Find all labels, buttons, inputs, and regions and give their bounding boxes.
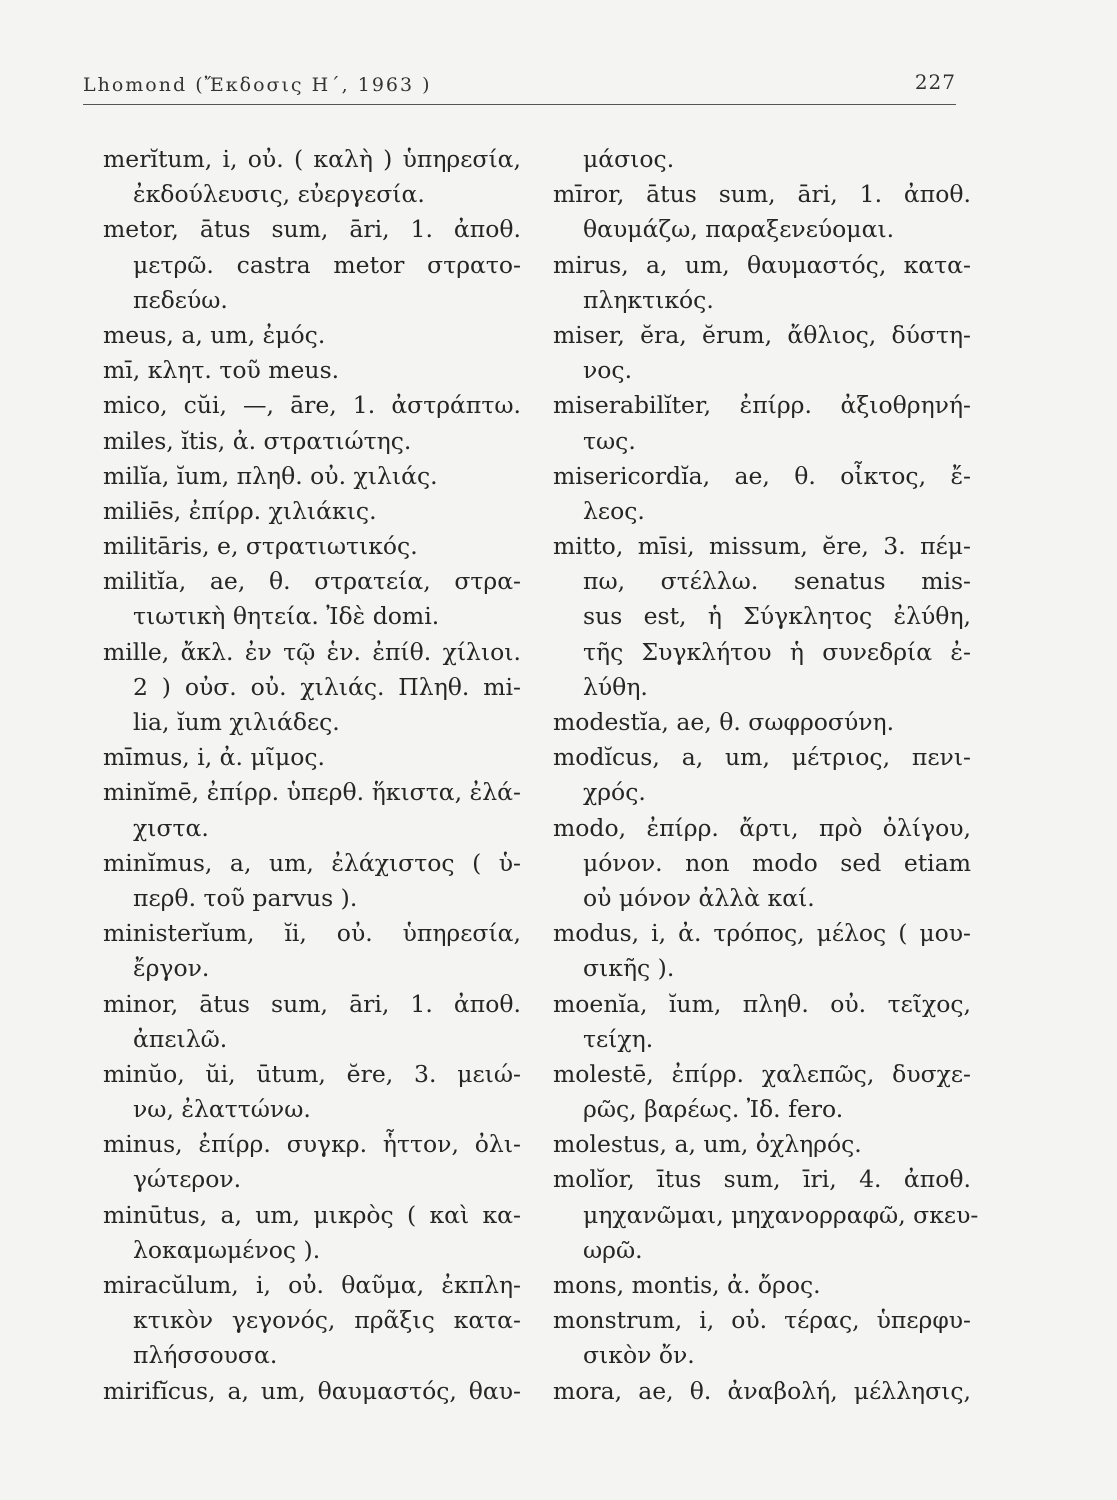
- dictionary-line: mirus, a, um, θαυμαστός, κατα-: [553, 250, 971, 279]
- dictionary-line: miracŭlum, i, οὐ. θαῦμα, ἐκπλη-: [103, 1271, 521, 1299]
- dictionary-line: νω, ἐλαττώνω.: [133, 1095, 311, 1124]
- dictionary-line: minor, ātus sum, āri, 1. ἀποθ.: [103, 989, 521, 1018]
- dictionary-line: 2 ) οὐσ. οὐ. χιλιάς. Πληθ. mi-: [133, 672, 521, 701]
- dictionary-line: σικὸν ὄν.: [583, 1341, 695, 1370]
- dictionary-line: ρῶς, βαρέως. Ἰδ. fero.: [583, 1095, 844, 1124]
- dictionary-line: milĭa, ĭum, πληθ. οὐ. χιλιάς.: [103, 461, 438, 490]
- dictionary-line: κτικὸν γεγονός, πρᾶξις κατα-: [133, 1306, 521, 1335]
- dictionary-line: ωρῶ.: [583, 1235, 643, 1264]
- dictionary-line: metor, ātus sum, āri, 1. ἀποθ.: [103, 215, 521, 244]
- dictionary-line: miser, ĕra, ĕrum, ἄθλιος, δύστη-: [553, 320, 971, 349]
- dictionary-line: τιωτικὴ θητεία. Ἰδὲ domi.: [133, 602, 440, 631]
- dictionary-line: misericordĭa, ae, θ. οἶκτος, ἔ-: [553, 461, 971, 490]
- dictionary-line: οὐ μόνον ἀλλὰ καί.: [583, 883, 815, 912]
- dictionary-line: πληκτικός.: [583, 285, 714, 314]
- dictionary-line: μάσιος.: [583, 145, 675, 173]
- dictionary-line: γώτερον.: [133, 1165, 242, 1194]
- left-column: [103, 142, 521, 1409]
- dictionary-line: modĭcus, a, um, μέτριος, πενι-: [553, 743, 971, 772]
- dictionary-line: πεδεύω.: [133, 285, 228, 314]
- dictionary-line: λοκαμωμένος ).: [133, 1235, 321, 1264]
- dictionary-line: minūtus, a, um, μικρὸς ( καὶ κα-: [103, 1200, 521, 1229]
- dictionary-line: molĭor, ītus sum, īri, 4. ἀποθ.: [553, 1165, 971, 1194]
- dictionary-line: mirifĭcus, a, um, θαυμαστός, θαυ-: [103, 1376, 521, 1405]
- dictionary-line: lia, ĭum χιλιάδες.: [133, 708, 340, 736]
- running-title: Lhomond (Ἔκδοσις Η΄, 1963 ): [83, 74, 432, 96]
- dictionary-line: modo, ἐπίρρ. ἄρτι, πρὸ ὀλίγου,: [553, 813, 971, 842]
- dictionary-line: τείχη.: [583, 1024, 654, 1053]
- dictionary-line: merĭtum, i, οὐ. ( καλὴ ) ὑπηρεσία,: [103, 145, 521, 173]
- dictionary-line: λεος.: [583, 496, 645, 525]
- dictionary-line: χρός.: [583, 778, 646, 807]
- dictionary-line: περθ. τοῦ parvus ).: [133, 883, 358, 912]
- dictionary-line: molestus, a, um, ὀχληρός.: [553, 1130, 862, 1159]
- dictionary-line: mons, montis, ἀ. ὄρος.: [553, 1271, 821, 1299]
- dictionary-line: molestē, ἐπίρρ. χαλεπῶς, δυσχε-: [553, 1059, 971, 1088]
- dictionary-line: minĭmus, a, um, ἐλάχιστος ( ὑ-: [103, 848, 521, 877]
- dictionary-line: meus, a, um, ἐμός.: [103, 320, 326, 349]
- dictionary-line: minŭo, ŭi, ūtum, ĕre, 3. μειώ-: [103, 1059, 521, 1088]
- dictionary-line: τῆς Συγκλήτου ἡ συνεδρία ἐ-: [583, 637, 971, 666]
- dictionary-line: sus est, ἡ Σύγκλητος ἐλύθη,: [583, 602, 971, 631]
- dictionary-line: mille, ἄκλ. ἐν τῷ ἑν. ἐπίθ. χίλιοι.: [103, 637, 521, 666]
- dictionary-line: mora, ae, θ. ἀναβολή, μέλλησις,: [553, 1376, 971, 1405]
- dictionary-line: μόνον. non modo sed etiam: [583, 848, 971, 877]
- dictionary-line: mīror, ātus sum, āri, 1. ἀποθ.: [553, 180, 971, 209]
- running-header: [83, 70, 956, 105]
- dictionary-line: mīmus, i, ἀ. μῖμος.: [103, 743, 326, 772]
- dictionary-line: modus, i, ἀ. τρόπος, μέλος ( μου-: [553, 919, 971, 948]
- dictionary-line: ἀπειλῶ.: [133, 1024, 228, 1053]
- dictionary-line: miliēs, ἐπίρρ. χιλιάκις.: [103, 496, 377, 525]
- dictionary-line: θαυμάζω, παραξενεύομαι.: [583, 215, 895, 244]
- dictionary-line: πλήσσουσα.: [133, 1341, 278, 1370]
- dictionary-line: μετρῶ. castra metor στρατο-: [133, 250, 521, 279]
- dictionary-line: χιστα.: [133, 813, 209, 842]
- dictionary-line: ἐκδούλευσις, εὐεργεσία.: [133, 180, 425, 209]
- dictionary-line: militĭa, ae, θ. στρατεία, στρα-: [103, 567, 521, 596]
- dictionary-line: νος.: [583, 356, 633, 385]
- dictionary-line: miles, ĭtis, ἀ. στρατιώτης.: [103, 426, 412, 455]
- dictionary-line: ministerĭum, ĭi, οὐ. ὑπηρεσία,: [103, 919, 521, 948]
- dictionary-line: σικῆς ).: [583, 954, 675, 983]
- dictionary-line: πω, στέλλω. senatus mis-: [583, 567, 971, 596]
- page-number: 227: [914, 70, 956, 94]
- dictionary-line: ἔργον.: [133, 954, 210, 983]
- dictionary-line: minus, ἐπίρρ. συγκρ. ἧττον, ὀλι-: [103, 1130, 521, 1159]
- dictionary-line: mitto, mīsi, missum, ĕre, 3. πέμ-: [553, 532, 971, 561]
- dictionary-line: minĭmē, ἐπίρρ. ὑπερθ. ἥκιστα, ἐλά-: [103, 778, 521, 807]
- dictionary-line: mī, κλητ. τοῦ meus.: [103, 356, 340, 385]
- dictionary-line: mico, cŭi, —, āre, 1. ἀστράπτω.: [103, 391, 521, 420]
- dictionary-line: moenĭa, ĭum, πληθ. οὐ. τεῖχος,: [553, 989, 971, 1018]
- dictionary-line: τως.: [583, 426, 636, 455]
- dictionary-line: militāris, e, στρατιωτικός.: [103, 532, 418, 561]
- dictionary-line: modestĭa, ae, θ. σωφροσύνη.: [553, 708, 895, 736]
- dictionary-line: monstrum, i, οὐ. τέρας, ὑπερφυ-: [553, 1306, 971, 1335]
- right-column: [553, 142, 979, 1409]
- dictionary-line: miserabilĭter, ἐπίρρ. ἀξιοθρηνή-: [553, 391, 971, 420]
- dictionary-line: λύθη.: [583, 672, 648, 701]
- dictionary-line: μηχανῶμαι, μηχανορραφῶ, σκευ-: [583, 1200, 979, 1229]
